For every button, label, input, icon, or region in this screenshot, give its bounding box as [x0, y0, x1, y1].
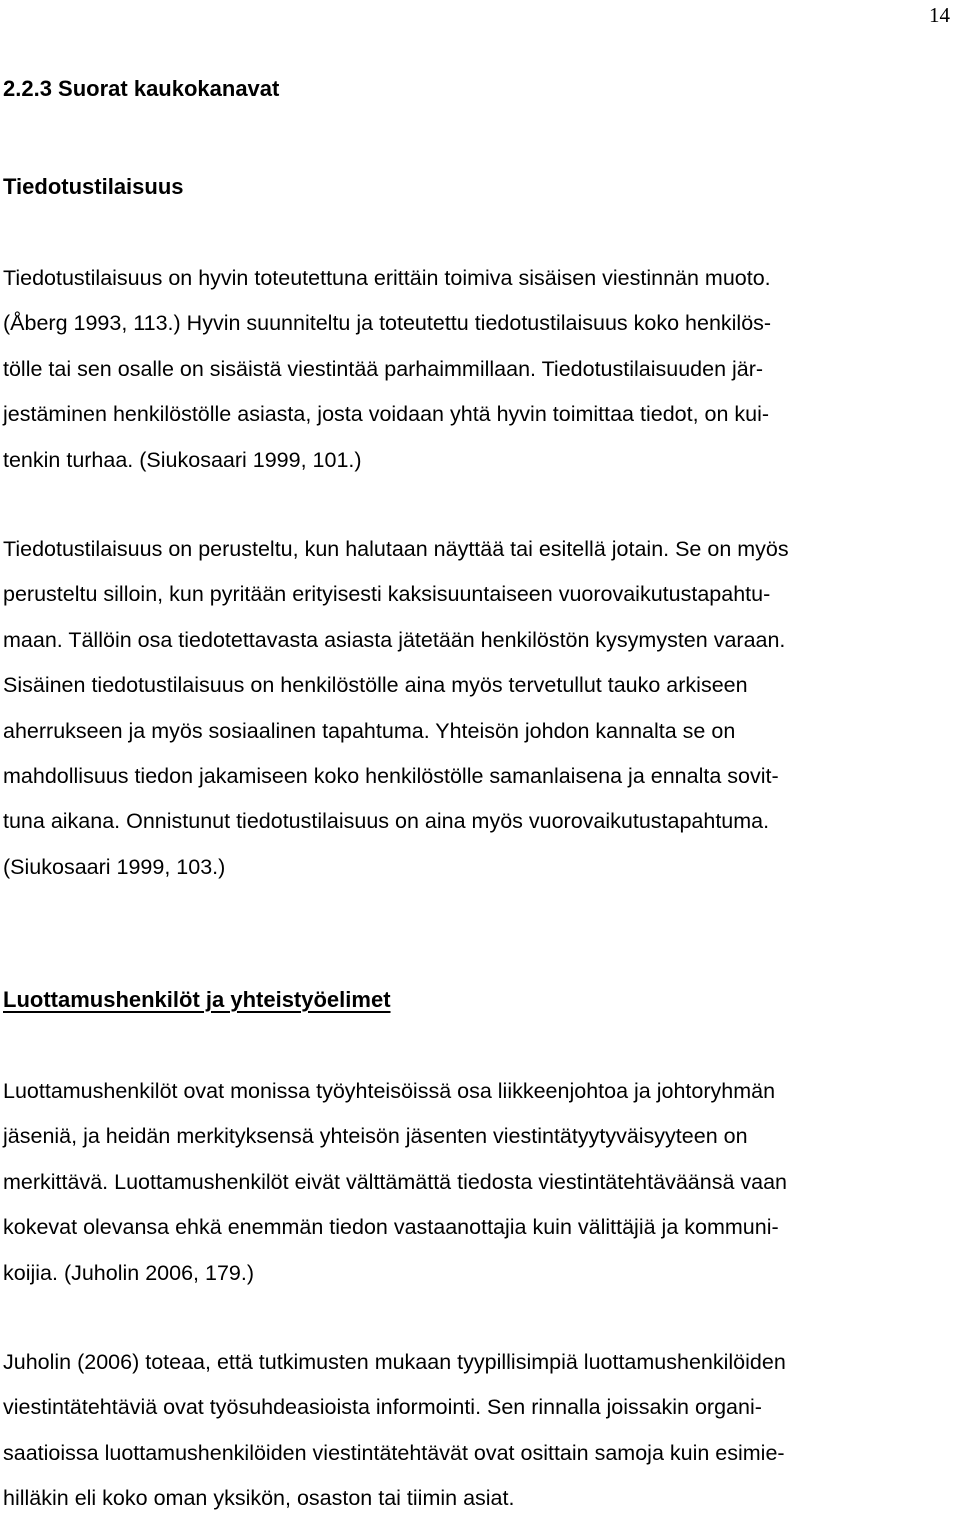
text-line: viestintätehtäviä ovat työsuhdeasioista informointi. Sen rinnalla joissakin organi-: [3, 1395, 762, 1420]
page-number: 14: [929, 3, 950, 27]
text-line: perusteltu silloin, kun pyritään erityisesti kaksisuuntaiseen vuorovaikutustapahtu-: [3, 582, 771, 607]
text-line: Tiedotustilaisuus on hyvin toteutettuna erittäin toimiva sisäisen viestinnän muoto.: [3, 266, 771, 290]
text-line: Juholin (2006) toteaa, että tutkimusten mukaan tyypillisimpiä luottamushenkilöiden: [3, 1350, 786, 1374]
text-line: mahdollisuus tiedon jakamiseen koko henkilöstölle samanlaisena ja ennalta sovit-: [3, 763, 779, 788]
text-line: maan. Tällöin osa tiedotettavasta asiasta jätetään henkilöstön kysymysten varaan.: [3, 627, 786, 652]
text-line: hilläkin eli koko oman yksikön, osaston tai tiimin asiat.: [3, 1486, 515, 1511]
paragraph-tiedotustilaisuus-2: [3, 527, 789, 890]
text-line: jestäminen henkilöstölle asiasta, josta voidaan yhtä hyvin toimittaa tiedot, on kui-: [3, 402, 770, 427]
paragraph-luottamushenkilot-1: [3, 1069, 787, 1296]
text-line: kokevat olevansa ehkä enemmän tiedon vastaanottajia kuin välittäjiä ja kommuni-: [3, 1215, 779, 1240]
paragraph-tiedotustilaisuus-1: [3, 256, 771, 483]
text-line: koijia. (Juholin 2006, 179.): [3, 1260, 254, 1285]
text-line: tölle tai sen osalle on sisäistä viestintää parhaimmillaan. Tiedotustilaisuuden jär-: [3, 356, 764, 381]
text-line: tuna aikana. Onnistunut tiedotustilaisuus on aina myös vuorovaikutustapahtuma.: [3, 809, 770, 834]
subsection-heading-luottamushenkilot: Luottamushenkilöt ja yhteistyöelimet: [3, 987, 391, 1012]
text-line: tenkin turhaa. (Siukosaari 1999, 101.): [3, 447, 362, 472]
text-line: (Siukosaari 1999, 103.): [3, 854, 226, 879]
section-heading: 2.2.3 Suorat kaukokanavat: [3, 76, 280, 101]
text-line: aherrukseen ja myös sosiaalinen tapahtuma. Yhteisön johdon kannalta se on: [3, 718, 736, 743]
subsection-heading-tiedotustilaisuus: Tiedotustilaisuus: [3, 174, 184, 199]
text-line: Sisäinen tiedotustilaisuus on henkilöstölle aina myös tervetullut tauko arkiseen: [3, 673, 748, 698]
text-line: Luottamushenkilöt ovat monissa työyhteisöissä osa liikkeenjohtoa ja johtoryhmän: [3, 1079, 776, 1103]
paragraph-luottamushenkilot-2: [3, 1340, 786, 1522]
text-line: merkittävä. Luottamushenkilöt eivät välttämättä tiedosta viestintätehtäväänsä vaan: [3, 1169, 787, 1194]
text-line: jäseniä, ja heidän merkityksensä yhteisön jäsenten viestintätyytyväisyyteen on: [3, 1124, 748, 1149]
text-line: (Åberg 1993, 113.) Hyvin suunniteltu ja toteutettu tiedotustilaisuus koko henkilös-: [3, 311, 772, 336]
text-line: Tiedotustilaisuus on perusteltu, kun halutaan näyttää tai esitellä jotain. Se on myös: [3, 537, 789, 561]
text-line: saatioissa luottamushenkilöiden viestintätehtävät ovat osittain samoja kuin esimie-: [3, 1440, 785, 1465]
